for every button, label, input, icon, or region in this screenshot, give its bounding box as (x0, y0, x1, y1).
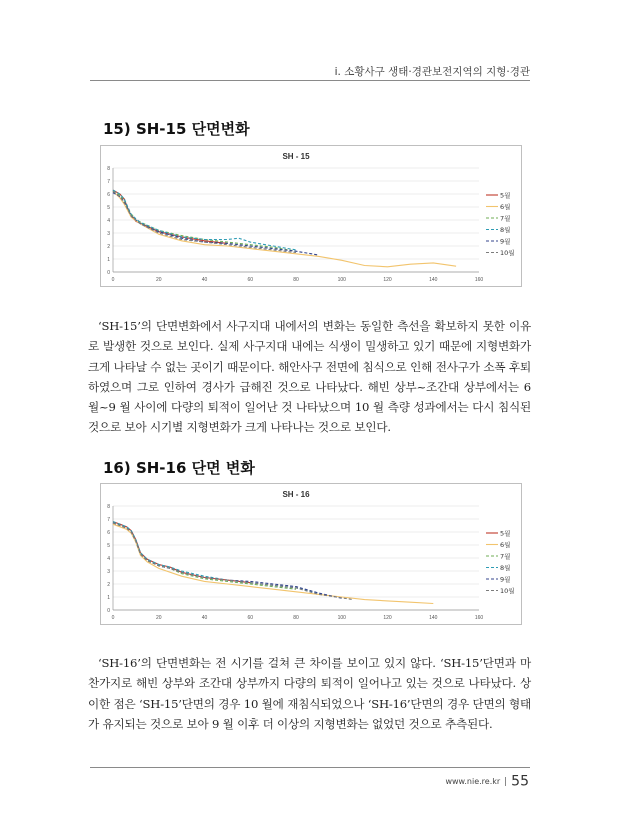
x-tick-label: 100 (337, 615, 346, 621)
x-tick-label: 160 (474, 615, 484, 621)
y-tick-label: 0 (107, 608, 110, 614)
y-tick-label: 4 (107, 218, 110, 224)
x-tick-label: 140 (429, 277, 438, 283)
series-line (113, 524, 433, 603)
x-tick-label: 120 (383, 615, 392, 621)
legend-label: 6월 (500, 541, 511, 549)
series-line (113, 191, 456, 266)
y-tick-label: 6 (107, 530, 110, 536)
legend-label: 8월 (500, 564, 511, 572)
header-text: i. 소황사구 생태·경관보전지역의 지형·경관 (334, 66, 530, 78)
y-tick-label: 7 (107, 517, 110, 523)
series-line (113, 523, 353, 600)
legend-label: 6월 (500, 203, 511, 211)
x-tick-label: 60 (247, 615, 254, 621)
y-tick-label: 5 (107, 543, 110, 549)
y-tick-label: 1 (107, 257, 110, 263)
legend-label: 10월 (500, 249, 515, 257)
footer-separator (505, 777, 506, 786)
chart-title: SH - 15 (282, 152, 310, 161)
y-tick-label: 0 (107, 270, 110, 276)
x-tick-label: 60 (247, 277, 254, 283)
page-number: 55 (511, 773, 529, 790)
legend-label: 9월 (500, 237, 511, 246)
x-tick-label: 80 (293, 277, 299, 283)
legend-label: 8월 (500, 226, 511, 234)
y-tick-label: 8 (107, 504, 110, 510)
y-tick-label: 7 (107, 179, 110, 185)
series-line (113, 190, 227, 243)
x-tick-label: 0 (111, 277, 115, 283)
x-tick-label: 40 (201, 277, 208, 283)
section-title-sh16: 16) SH-16 단면 변화 (103, 459, 255, 477)
x-tick-label: 20 (155, 615, 162, 621)
x-tick-label: 120 (383, 277, 392, 283)
y-tick-label: 2 (107, 244, 110, 250)
y-tick-label: 6 (107, 192, 110, 198)
legend-label: 7월 (500, 552, 511, 561)
x-tick-label: 80 (293, 615, 299, 621)
footer-url: www.nie.re.kr (445, 777, 501, 786)
x-tick-label: 20 (155, 277, 162, 283)
legend-label: 5월 (500, 191, 511, 200)
x-tick-label: 140 (429, 615, 438, 621)
chart-sh16 (100, 483, 522, 625)
y-tick-label: 2 (107, 582, 110, 588)
y-tick-label: 4 (107, 556, 110, 562)
x-tick-label: 160 (474, 277, 484, 283)
x-tick-label: 100 (337, 277, 346, 283)
y-tick-label: 3 (107, 231, 110, 237)
header-divider (90, 80, 530, 81)
y-tick-label: 8 (107, 166, 110, 172)
chart-sh15 (100, 145, 522, 287)
section-title-sh15: 15) SH-15 단면변화 (103, 120, 250, 138)
legend-label: 5월 (500, 529, 511, 538)
chart-title: SH - 16 (282, 490, 310, 499)
y-tick-label: 5 (107, 205, 110, 211)
legend-label: 7월 (500, 214, 511, 223)
x-tick-label: 0 (111, 615, 115, 621)
x-tick-label: 40 (201, 615, 208, 621)
legend-label: 10월 (500, 587, 515, 595)
y-tick-label: 3 (107, 569, 110, 575)
legend-label: 9월 (500, 575, 511, 584)
y-tick-label: 1 (107, 595, 110, 601)
paragraph-sh15: ‘SH-15’의 단면변화에서 사구지대 내에서의 변화는 동일한 측선을 확보하지 못한 이유로 발생한 것으로 보인다. 실제 사구지대 내에는 식생이 밀생하고 있기 때문에 지형변화가 크게 나타날 수 없는 곳이기 때문이다. 해안사구 전면에 침식으로 인해 전사구가 소폭 후퇴하였으며 그로 인하여 경사가 급해진 것으로 나타났다. 해빈 상부~조간대 상부에서는 6 월~9 월 사이에 다량의 퇴적이 일어난 것 나타났으며 10 월 측량 성과에서는 다시 침식된 것으로 보아 시기별 지형변화가 크게 나타나는 것으로 보인다. (88, 319, 531, 435)
footer (445, 771, 529, 790)
paragraph-sh16: ‘SH-16’의 단면변화는 전 시기를 걸쳐 큰 차이를 보이고 있지 않다. ‘SH-15’단면과 마찬가지로 해빈 상부와 조간대 상부까지 다량의 퇴적이 일어나고 있는 것으로 나타났다. 상이한 점은 ‘SH-15’단면의 경우 10 월에 재침식되었으나 ‘SH-16’단면의 경우 단면의 형태가 유지되는 것으로 보아 9 월 이후 더 이상의 지형변화는 없었던 것으로 추측된다. (88, 656, 531, 731)
series-line (113, 523, 342, 598)
footer-divider (90, 767, 530, 768)
